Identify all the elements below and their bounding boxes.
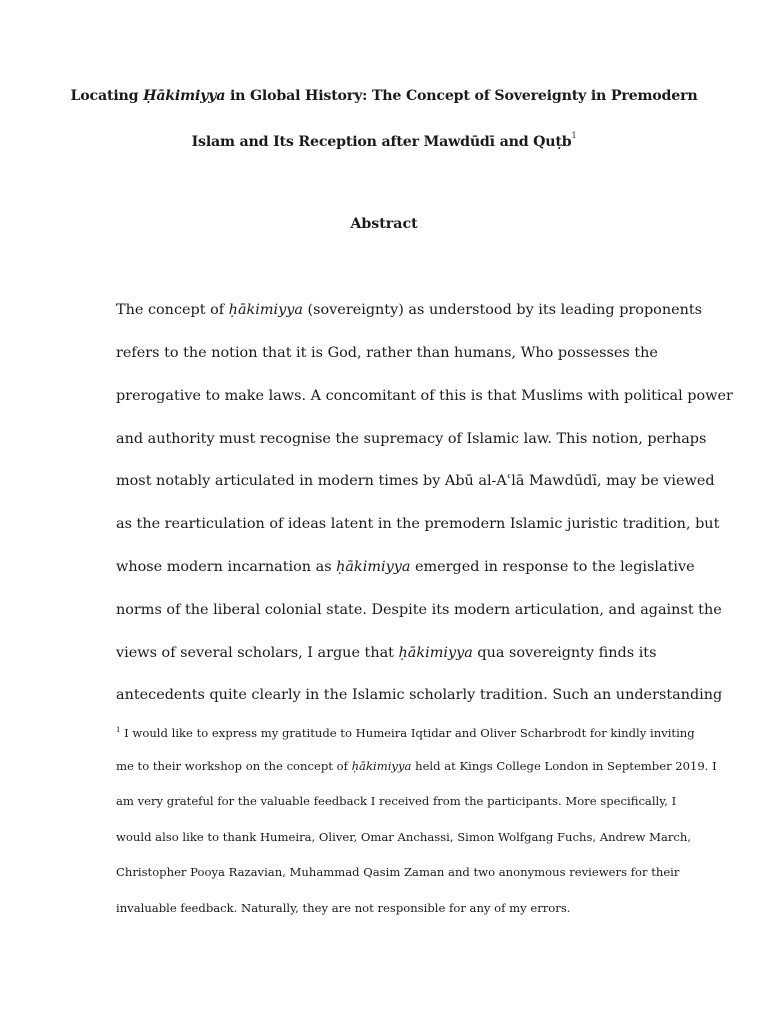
footnote-text: am very grateful for the valuable feedback I received from the participants. More specifically, I <box>116 794 677 808</box>
footnote-mark: 1 <box>116 726 121 734</box>
paper-title-line-1 <box>0 88 768 104</box>
abstract-line <box>116 643 657 663</box>
title-post: in Global History: The Concept of Sovereignty in Premodern <box>225 88 698 104</box>
abstract-text: norms of the liberal colonial state. Despite its modern articulation, and against the <box>116 602 722 618</box>
abstract-line <box>116 300 703 320</box>
footnote-text: held at Kings College London in September 2019. I <box>411 759 717 773</box>
abstract-text: (sovereignty) as understood by its leading proponents <box>302 302 703 318</box>
abstract-text: as the rearticulation of ideas latent in the premodern Islamic juristic tradition, but <box>116 516 720 532</box>
abstract-line <box>116 514 720 534</box>
abstract-text: whose modern incarnation as <box>116 559 337 575</box>
abstract-line <box>116 429 707 449</box>
abstract-text: prerogative to make laws. A concomitant of this is that Muslims with political power <box>116 388 733 404</box>
abstract-text: emerged in response to the legislative <box>410 559 695 575</box>
abstract-line <box>116 471 715 491</box>
footnote-text: me to their workshop on the concept of <box>116 759 352 773</box>
footnote-line <box>116 793 676 809</box>
footnote-line <box>116 758 717 774</box>
footnote-text: Christopher Pooya Razavian, Muhammad Qasim Zaman and two anonymous reviewers for their <box>116 865 680 879</box>
abstract-italic-term: ḥākimiyya <box>336 559 411 575</box>
abstract-heading: Abstract <box>350 216 418 232</box>
footnote-text: invaluable feedback. Naturally, they are not responsible for any of my errors. <box>116 901 571 915</box>
abstract-italic-term: ḥākimiyya <box>398 645 473 661</box>
abstract-line <box>116 557 695 577</box>
abstract-text: antecedents quite clearly in the Islamic scholarly tradition. Such an understanding <box>116 687 723 703</box>
footnote-text: I would like to express my gratitude to Humeira Iqtidar and Oliver Scharbrodt for kindly inviting <box>120 726 695 740</box>
abstract-text: refers to the notion that it is God, rather than humans, Who possesses the <box>116 345 658 361</box>
abstract-line <box>116 386 733 406</box>
footnote-line <box>116 864 679 880</box>
abstract-text: most notably articulated in modern times by Abū al-Aʿlā Mawdūdī, may be viewed <box>116 473 715 489</box>
abstract-text: and authority must recognise the supremacy of Islamic law. This notion, perhaps <box>116 431 707 447</box>
footnote-italic-term: ḥākimiyya <box>351 759 412 773</box>
paper-title-line-2 <box>0 131 768 150</box>
footnote-line <box>116 722 695 741</box>
abstract-line <box>116 685 723 705</box>
abstract-italic-term: ḥākimiyya <box>228 302 303 318</box>
abstract-text: qua sovereignty finds its <box>472 645 657 661</box>
abstract-text: The concept of <box>116 302 229 318</box>
abstract-line <box>116 600 722 620</box>
title-italic-term: Ḥākimiyya <box>143 88 226 104</box>
footnote-line <box>116 829 691 845</box>
title-pre: Locating <box>70 88 144 104</box>
footnote-text: would also like to thank Humeira, Oliver, Omar Anchassi, Simon Wolfgang Fuchs, Andrew March, <box>116 830 692 844</box>
abstract-line <box>116 343 658 363</box>
title-footnote-mark: 1 <box>571 131 577 140</box>
abstract-text: views of several scholars, I argue that <box>116 645 399 661</box>
title-line-2-text: Islam and Its Reception after Mawdūdī and Quṭb <box>191 134 572 150</box>
footnote-line <box>116 900 570 916</box>
